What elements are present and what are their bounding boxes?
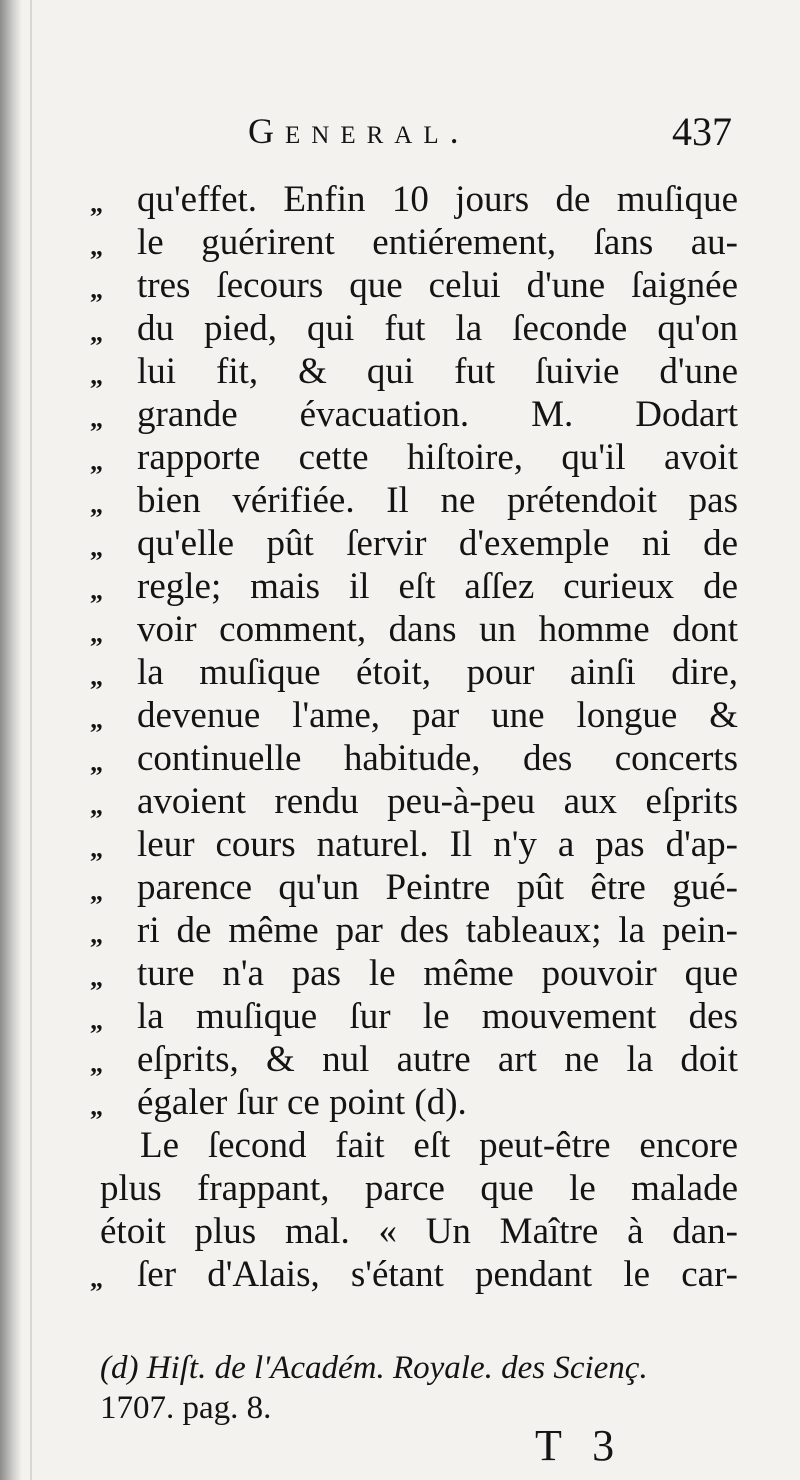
line-text: rapporte cette hiſtoire, qu'il avoit bbox=[137, 437, 738, 478]
text-line bbox=[90, 1210, 750, 1253]
line-text: ri de même par des tableaux; la pein- bbox=[137, 910, 738, 951]
quote-mark: „ bbox=[90, 748, 103, 777]
text-line bbox=[90, 909, 750, 952]
text-line bbox=[90, 307, 750, 350]
text-line bbox=[90, 780, 750, 823]
line-text: ture n'a pas le même pouvoir que bbox=[137, 953, 738, 994]
quote-mark: „ bbox=[90, 189, 103, 218]
footnote-line: (d) Hiſt. de l'Académ. Royale. des Scienç. bbox=[100, 1350, 648, 1386]
signature-mark: T 3 bbox=[535, 1421, 625, 1470]
quote-mark: „ bbox=[90, 404, 103, 433]
text-line bbox=[90, 393, 750, 436]
text-line bbox=[90, 737, 750, 780]
line-text: Le ſecond fait eſt peut-être encore bbox=[140, 1125, 738, 1166]
text-line bbox=[90, 952, 750, 995]
body-text bbox=[90, 178, 750, 1296]
line-text: étoit plus mal. « Un Maître à dan- bbox=[100, 1211, 738, 1252]
text-line bbox=[90, 694, 750, 737]
page-number: 437 bbox=[672, 109, 732, 154]
text-line bbox=[90, 608, 750, 651]
text-line bbox=[90, 436, 750, 479]
line-text: qu'elle pût ſervir d'exemple ni de bbox=[137, 523, 738, 564]
quote-mark: „ bbox=[90, 1264, 103, 1293]
text-line bbox=[90, 350, 750, 393]
text-line bbox=[90, 178, 750, 221]
text-line bbox=[90, 1124, 750, 1167]
line-text: plus frappant, parce que le malade bbox=[100, 1168, 738, 1209]
line-text: le guérirent entiérement, ſans au- bbox=[137, 222, 738, 263]
text-line bbox=[90, 651, 750, 694]
quote-mark: „ bbox=[90, 361, 103, 390]
text-line bbox=[90, 264, 750, 307]
text-line bbox=[90, 479, 750, 522]
text-line bbox=[90, 1167, 750, 1210]
line-text: ſer d'Alais, s'étant pendant le car- bbox=[137, 1254, 738, 1295]
line-text: lui fit, & qui fut ſuivie d'une bbox=[137, 351, 738, 392]
line-text: bien vérifiée. Il ne prétendoit pas bbox=[137, 480, 738, 521]
quote-mark: „ bbox=[90, 662, 103, 691]
line-text: voir comment, dans un homme dont bbox=[137, 609, 738, 650]
text-line bbox=[90, 1038, 750, 1081]
quote-mark: „ bbox=[90, 1006, 103, 1035]
text-line bbox=[90, 1253, 750, 1296]
footnote bbox=[100, 1348, 760, 1428]
line-text: parence qu'un Peintre pût être gué- bbox=[137, 867, 738, 908]
quote-mark: „ bbox=[90, 619, 103, 648]
line-text: la muſique ſur le mouvement des bbox=[137, 996, 738, 1037]
text-line bbox=[90, 221, 750, 264]
line-text: tres ſecours que celui d'une ſaignée bbox=[137, 265, 738, 306]
quote-mark: „ bbox=[90, 576, 103, 605]
line-text: la muſique étoit, pour ainſi dire, bbox=[137, 652, 738, 693]
line-text: avoient rendu peu-à-peu aux eſprits bbox=[137, 781, 738, 822]
page-edge-shadow bbox=[0, 0, 22, 1480]
quote-mark: „ bbox=[90, 275, 103, 304]
line-text: qu'effet. Enfin 10 jours de muſique bbox=[137, 179, 738, 220]
line-text: continuelle habitude, des concerts bbox=[137, 738, 738, 779]
line-text: égaler ſur ce point (d). bbox=[137, 1082, 467, 1123]
text-line bbox=[90, 823, 750, 866]
text-line bbox=[90, 1081, 750, 1124]
running-head: General. bbox=[248, 111, 470, 151]
quote-mark: „ bbox=[90, 318, 103, 347]
quote-mark: „ bbox=[90, 447, 103, 476]
line-text: leur cours naturel. Il n'y a pas d'ap- bbox=[137, 824, 738, 865]
page-gutter bbox=[30, 0, 32, 1480]
text-line bbox=[90, 565, 750, 608]
quote-mark: „ bbox=[90, 705, 103, 734]
line-text: grande évacuation. M. Dodart bbox=[137, 394, 738, 435]
line-text: eſprits, & nul autre art ne la doit bbox=[137, 1039, 738, 1080]
footnote-line: 1707. pag. 8. bbox=[100, 1390, 272, 1426]
text-line bbox=[90, 522, 750, 565]
quote-mark: „ bbox=[90, 920, 103, 949]
quote-mark: „ bbox=[90, 877, 103, 906]
text-line bbox=[90, 866, 750, 909]
quote-mark: „ bbox=[90, 791, 103, 820]
line-text: du pied, qui fut la ſeconde qu'on bbox=[137, 308, 738, 349]
quote-mark: „ bbox=[90, 232, 103, 261]
quote-mark: „ bbox=[90, 963, 103, 992]
quote-mark: „ bbox=[90, 1049, 103, 1078]
text-line bbox=[90, 995, 750, 1038]
quote-mark: „ bbox=[90, 490, 103, 519]
line-text: regle; mais il eſt aſſez curieux de bbox=[137, 566, 738, 607]
quote-mark: „ bbox=[90, 834, 103, 863]
quote-mark: „ bbox=[90, 1092, 103, 1121]
quote-mark: „ bbox=[90, 533, 103, 562]
page-header bbox=[0, 100, 800, 160]
line-text: devenue l'ame, par une longue & bbox=[137, 695, 738, 736]
